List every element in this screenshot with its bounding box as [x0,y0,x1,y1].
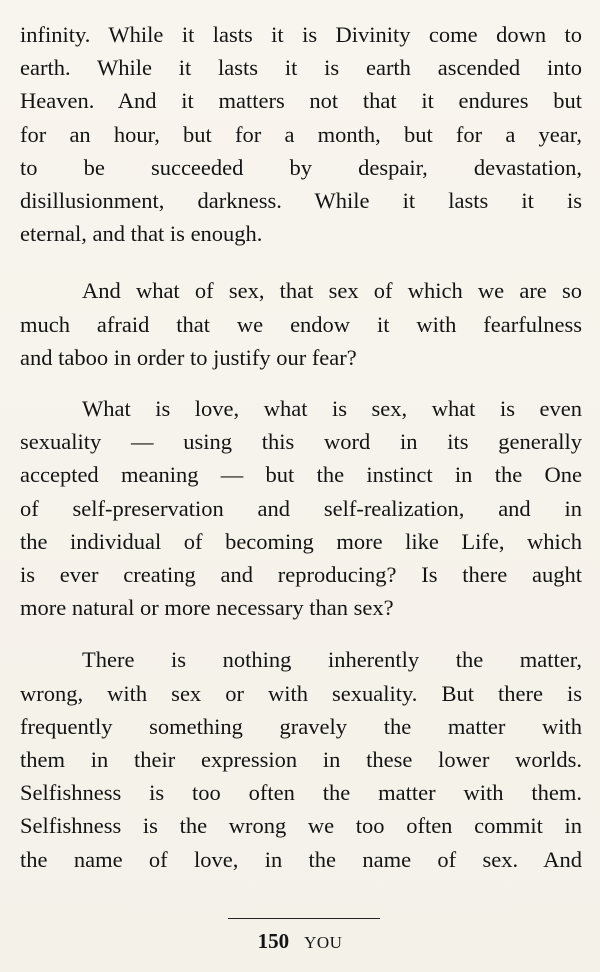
text-line: more natural or more necessary than sex? [20,595,394,621]
text-line: infinity. While it lasts it is Divinity come down to [20,22,582,47]
text-line: Selfishness is too often the matter with them. [20,780,582,806]
page-footer [0,929,600,955]
text-line: And what of sex, that sex of which we are so [82,278,582,304]
text-line: Selfishness is the wrong we too often commit in [20,813,582,839]
text-line: and taboo in order to justify our fear? [20,344,357,370]
paragraph-3 [20,392,582,624]
text-line: There is nothing inherently the matter, [82,647,582,673]
text-line: What is love, what is sex, what is even [82,396,582,422]
text-line: much afraid that we endow it with fearfulness [20,311,582,337]
text-line: of self-preservation and self-realization, and in [20,495,582,521]
paragraph-1 [20,18,582,250]
text-line: wrong, with sex or with sexuality. But there is [20,680,582,706]
text-line: the name of love, in the name of sex. And [20,846,582,872]
text-line: sexuality — using this word in its generally [20,429,582,455]
text-line: them in their expression in these lower worlds. [20,747,582,773]
text-line: earth. While it lasts it is earth ascended into [20,55,582,81]
text-line: frequently something gravely the matter with [20,713,582,739]
text-line: the individual of becoming more like Life, which [20,528,582,554]
body-text [20,18,582,896]
text-line: Heaven. And it matters not that it endures but [20,88,582,114]
text-line: accepted meaning — but the instinct in the One [20,462,582,488]
running-title: YOU [304,933,343,952]
paragraph-2 [20,274,582,374]
paragraph-4 [20,643,582,875]
text-line: is ever creating and reproducing? Is there aught [20,562,582,588]
text-line: disillusionment, darkness. While it lasts it is [20,188,582,214]
text-line: eternal, and that is enough. [20,221,263,247]
text-line: to be succeeded by despair, devastation, [20,154,582,180]
text-line: for an hour, but for a month, but for a year, [20,121,582,147]
page-number: 150 [257,929,290,953]
footer-rule [228,918,380,919]
